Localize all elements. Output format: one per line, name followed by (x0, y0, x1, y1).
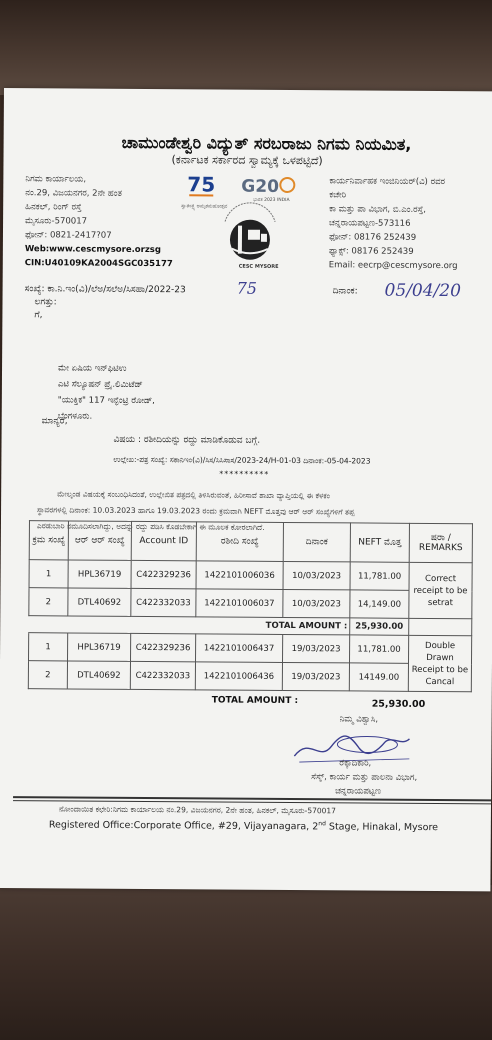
enclosure-label: ಲಗತ್ತು: (34, 297, 57, 308)
address-line: ಕಚೇರಿ (329, 190, 347, 201)
address-line: ಫೋನ್: 0821-2417?07 (24, 230, 112, 241)
cell-sl: 2 (29, 588, 68, 616)
cell-date: 10/03/2023 (283, 589, 350, 617)
body-line: ಮೇಲ್ಕಂಡ ವಿಷಯಕ್ಕೆ ಸಂಬಂಧಿಸಿದಂತೆ, ಉಲ್ಲೇಖಿತ ಪತ್ರದಲ್ಲಿ ತಿಳಿಸಿರುವಂತೆ, ಹಿರೀಸಾವೆ ಶಾಖಾ ವ್ಯಾಪ್ತಿಯಲ್ಲಿ ಈ ಕೆಳಕಂ (57, 489, 330, 501)
date-label: ದಿನಾಂಕ: (332, 286, 358, 297)
subject-line: ವಿಷಯ : ರಶೀದಿಯನ್ನು ರದ್ದು ಮಾಡಿಕೊಡುವ ಬಗ್ಗೆ. (113, 434, 261, 446)
cell-receipt: 1422101006436 (195, 662, 282, 691)
cell-sl: 1 (29, 560, 68, 588)
footer-english-suffix: Stage, Hinakal, Mysore (325, 821, 439, 834)
total-label: TOTAL AMOUNT : (29, 616, 350, 635)
left-address-block (24, 172, 173, 271)
cin-text: CIN:U40109KA2004SGC035177 (24, 258, 173, 270)
col-header-account: Account ID (131, 521, 196, 560)
address-line: ಚನ್ನರಾಯಪಟ್ಟಣ-573116 (329, 218, 411, 229)
to-block (34, 296, 56, 322)
cell-sl: 1 (29, 633, 68, 661)
cell-rr: DTL40692 (68, 588, 131, 616)
background-bottom (0, 885, 492, 1040)
signatory-title: ರೆಕ್ಕಾದಿಕಾರಿ, (339, 758, 372, 769)
col-header-sl: ಕ್ರಮ ಸಂಖ್ಯೆ (29, 521, 68, 560)
cesc-text: CESC MYSORE (238, 263, 279, 270)
table-row (28, 661, 471, 692)
receipts-table (28, 520, 473, 692)
address-line: ಮೈಸೂರು-570017 (25, 216, 88, 227)
cell-date: 19/03/2023 (282, 634, 349, 662)
col-header-neft: NEFT ಮೊತ್ತ (350, 523, 409, 562)
company-subtitle: (ಕರ್ನಾಟಕ ಸರ್ಕಾರದ ಸ್ವಾಮ್ಯಕ್ಕೆ ಒಳಪಟ್ಟಿದೆ) (171, 153, 323, 168)
address-line: ನಂ.29, ವಿಜಯನಗರ, 2ನೇ ಹಂತ (25, 188, 123, 199)
footer-english (49, 818, 438, 833)
body-line: ಎರಡುಬಾರಿ ನಮೂದಿಸಲಾಗಿದ್ದು, ಅದನ್ನು ರದ್ದು ಪಡಿಸಿ ಕೊಡಬೇಕಾಗಿ ಈ ಮೂಲಕ ಕೋರಲಾಗಿದೆ. (36, 521, 265, 532)
recipient-line: ಎಟಿ ಸೆಲ್ಯೂಷನ್ ಪ್ರೈ.ಲಿಮಿಟೆಡ್ (57, 379, 143, 390)
background-top (0, 0, 492, 95)
cell-date: 19/03/2023 (282, 662, 349, 690)
address-line: ಫ್ಯಾಕ್ಸ್: 08176 252439 (328, 246, 414, 257)
cell-account: C422329236 (131, 560, 196, 588)
grand-total-value: 25,930.00 (371, 698, 426, 710)
table-header-row (29, 521, 472, 563)
letter-document (0, 88, 492, 891)
cell-date: 10/03/2023 (283, 561, 350, 589)
reference-number-label: ಸಂಖ್ಯೆ: ಕಾ.ನಿ.ಇಂ(ವಿ)/ಲೆಅ/ಸಲೆಅ/ಸಿಸಹಾ/2022-23 (24, 284, 186, 296)
cell-amount: 14,149.00 (350, 590, 409, 618)
cell-remarks: Double Drawn Receipt to be Cancal (408, 635, 471, 691)
recipient-line: ಬೆಂಗಳೂರು. (57, 411, 93, 422)
g20-text: G20 (241, 176, 280, 197)
company-title: ಚಾಮುಂಡೇಶ್ವರಿ ವಿದ್ಯುತ್ ಸರಬರಾಜು ನಿಗಮ ನಿಯಮಿತ, (121, 132, 412, 154)
cell-rr: HPL36719 (68, 633, 131, 661)
col-header-date: ದಿನಾಂಕ (283, 522, 350, 561)
cell-account: C422332033 (130, 661, 195, 689)
handwritten-reference: 75 (236, 278, 258, 298)
g20-sub-text: ಭಾರತ 2023 INDIA (253, 197, 290, 203)
address-line: ಹಿನಕಲ್, ರಿಂಗ್ ರಸ್ತೆ (25, 202, 82, 213)
g20-logo (241, 177, 294, 203)
recipient-line: "ಯುಕ್ತಿಕ" 117 ಇನ್ಫೆಂಟ್ರಿ ರೋಡ್, (57, 395, 155, 407)
address-line: ಫೋನ್: 08176 252439 (328, 232, 417, 243)
empty-cell (409, 618, 472, 635)
cell-amount: 11,781.00 (350, 562, 409, 590)
cell-amount: 11,781.00 (349, 635, 408, 663)
cell-receipt: 1422101006437 (195, 634, 282, 663)
azadi-text: ಸ್ವಾತಂತ್ರ್ಯ ಅಮೃತಮಹೋತ್ಸವ (181, 203, 228, 210)
address-line: ಕಾರ್ಯನಿರ್ವಾಹಕ ಇಂಜಿನಿಯರ್(ವಿ) ರವರ (329, 176, 446, 188)
cell-rr: HPL36719 (68, 560, 131, 588)
cell-account: C422332033 (131, 588, 196, 616)
cell-rr: DTL40692 (67, 661, 130, 689)
total-value: 25,930.00 (350, 618, 409, 635)
address-line: ಕಾ ಮತ್ತು ಪಾ ವಿಭಾಗ, ಬಿ.ಎಂ.ರಸ್ತೆ, (329, 204, 427, 215)
table-row (29, 633, 472, 664)
cell-amount: 14149.00 (349, 663, 408, 691)
website-text: Web:www.cescmysore.orzsg (24, 244, 161, 256)
footer-english-prefix: Registered Office:Corporate Office, #29, Vijayanagara, 2 (48, 819, 319, 833)
email-text: Email: eecrp@cescmysore.org (328, 260, 458, 272)
body-line: ಸ್ಥಾವರಗಳಲ್ಲಿ ದಿನಾಂಕ: 10.03.2023 ಹಾಗೂ 19.03.2023 ರಂದು ಕ್ರಮವಾಗಿ NEFT ಮೊತ್ತವು ಆರ್ ಆರ್ ಸಂಖ್ಯೆಗಳಿಗೆ ತಪ್ಪ (37, 505, 355, 517)
cesc-emblem (225, 203, 280, 270)
footer-kannada: ನೋಂದಾಯಿತ ಕಛೇರಿ:ನಿಗಮ ಕಾರ್ಯಾಲಯ ನಂ.29, ವಿಜಯನಗರ, 2ನೇ ಹಂತ, ಹಿನಕಲ್, ಮೈಸೂರು-570017 (58, 804, 337, 816)
to-label: ಗೆ, (34, 310, 43, 321)
azadi-ka-amrit-logo (187, 172, 215, 196)
cell-receipt: 1422101006037 (196, 589, 283, 618)
grand-total-label: TOTAL AMOUNT : (211, 695, 299, 707)
salutation: ಮಾನ್ಯರೆ, (41, 416, 68, 427)
cell-receipt: 1422101006036 (196, 561, 283, 590)
logo-graphics (175, 171, 306, 272)
cell-remarks: Correct receipt to be setrat (409, 562, 472, 618)
cell-account: C422329236 (131, 633, 196, 661)
logos-area (175, 171, 306, 272)
col-header-remarks: ಷರಾ / REMARKS (409, 523, 472, 562)
table-row (29, 560, 472, 591)
reference-line: ಉಲ್ಲೇಖ:-ಪತ್ರ ಸಂಖ್ಯೆ: ಸಕಾನಿಇಂ(ವಿ)/ಸಿಸ/ಸಿಸಿಸಾಸ/2023-24/H-01-03 ದಿನಾಂಕ:-05-04-2023 (113, 454, 371, 466)
footer-english-sup: nd (318, 820, 326, 828)
cell-sl: 2 (28, 661, 67, 689)
col-header-rr: ಆರ್ ಆರ್ ಸಂಖ್ಯೆ (68, 521, 131, 560)
col-header-receipt: ರಶೀದಿ ಸಂಖ್ಯೆ (196, 522, 283, 562)
right-address-block (329, 174, 492, 273)
svg-text:75: 75 (187, 172, 216, 197)
address-line: ನಿಗಮ ಕಾರ್ಯಾಲಯ, (25, 174, 87, 185)
separator-stars: ********** (219, 469, 270, 479)
signatory-division: ಸೆಸ್ಕ್, ಕಾರ್ಯ ಮತ್ತು ಪಾಲನಾ ವಿಭಾಗ, (311, 772, 418, 783)
table-row (29, 588, 472, 619)
handwritten-date: 05/04/20 (384, 280, 462, 302)
signatory-place: ಚನ್ನರಾಯಪಟ್ಟಣ (335, 786, 382, 797)
yours-faithfully: ನಿಮ್ಮ ವಿಶ್ವಾಸಿ, (339, 714, 379, 725)
recipient-address (58, 360, 155, 425)
recipient-line: ಮೇ ಏಷಿಯ ಇನ್‌ಫಿಟಿಉ (58, 363, 127, 374)
